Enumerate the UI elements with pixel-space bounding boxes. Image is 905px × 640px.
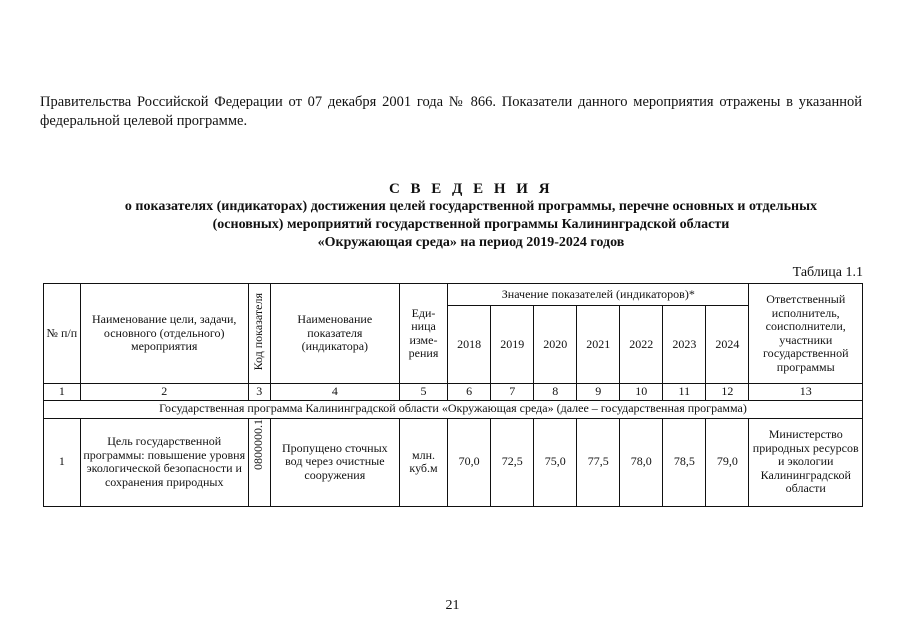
col-num: 1 [44,384,81,401]
row-value-2023: 78,5 [663,418,706,506]
header-unit: Еди-ница изме-рения [399,284,447,384]
col-num: 7 [491,384,534,401]
heading-title: С В Е Д Е Н И Я [388,181,554,197]
heading-line-2: о показателях (индикаторах) достижения целей государственной программы, перечне основных и отдельных [124,199,818,214]
section-title: Государственная программа Калининградской области «Окружающая среда» (далее – государственная программа) [44,400,863,418]
section-row [44,400,863,418]
indicators-table [43,283,863,507]
row-goal: Цель государственной программы: повышение уровня экологической безопасности и сохранения природных [80,418,248,506]
intro-paragraph: Правительства Российской Федерации от 07 декабря 2001 года № 866. Показатели данного мероприятия отражены в указанной федеральной целевой программе. [40,94,862,129]
year-2021: 2021 [577,306,620,384]
col-num: 9 [577,384,620,401]
row-value-2019: 72,5 [491,418,534,506]
heading-line-4: «Окружающая среда» на период 2019-2024 годов [317,235,625,250]
col-num: 12 [706,384,749,401]
col-num: 13 [749,384,863,401]
col-num: 4 [270,384,399,401]
row-value-2021: 77,5 [577,418,620,506]
header-code [248,284,270,384]
row-num: 1 [44,418,81,506]
col-num: 3 [248,384,270,401]
col-num: 2 [80,384,248,401]
year-2020: 2020 [534,306,577,384]
year-2024: 2024 [706,306,749,384]
header-row-1 [44,284,863,306]
row-indicator: Пропущено сточных вод через очистные сооружения [270,418,399,506]
row-code [248,418,270,506]
row-value-2024: 79,0 [706,418,749,506]
page-number: 21 [445,598,460,613]
header-goal-name: Наименование цели, задачи, основного (отдельного) мероприятия [80,284,248,384]
col-num: 6 [448,384,491,401]
header-num: № п/п [44,284,81,384]
header-values-group: Значение показателей (индикаторов)* [448,284,749,306]
row-executor: Министерство природных ресурсов и экологии Калининградской области [749,418,863,506]
row-value-2020: 75,0 [534,418,577,506]
column-numbers-row [44,384,863,401]
col-num: 8 [534,384,577,401]
year-2023: 2023 [663,306,706,384]
row-unit: млн. куб.м [399,418,447,506]
table-row [44,418,863,506]
col-num: 5 [399,384,447,401]
year-2019: 2019 [491,306,534,384]
header-executor: Ответственный исполнитель, соисполнители, участники государственной программы [749,284,863,384]
year-2022: 2022 [620,306,663,384]
heading-line-3: (основных) мероприятий государственной программы Калининградской области [212,217,730,232]
row-value-2018: 70,0 [448,418,491,506]
row-code-value: 0800000.1 [251,418,266,470]
row-value-2022: 78,0 [620,418,663,506]
table-number: Таблица 1.1 [792,265,863,280]
col-num: 10 [620,384,663,401]
col-num: 11 [663,384,706,401]
year-2018: 2018 [448,306,491,384]
header-indicator-name: Наименование показателя (индикатора) [270,284,399,384]
header-code-label: Код показателя [251,293,266,371]
document-heading [40,180,902,252]
